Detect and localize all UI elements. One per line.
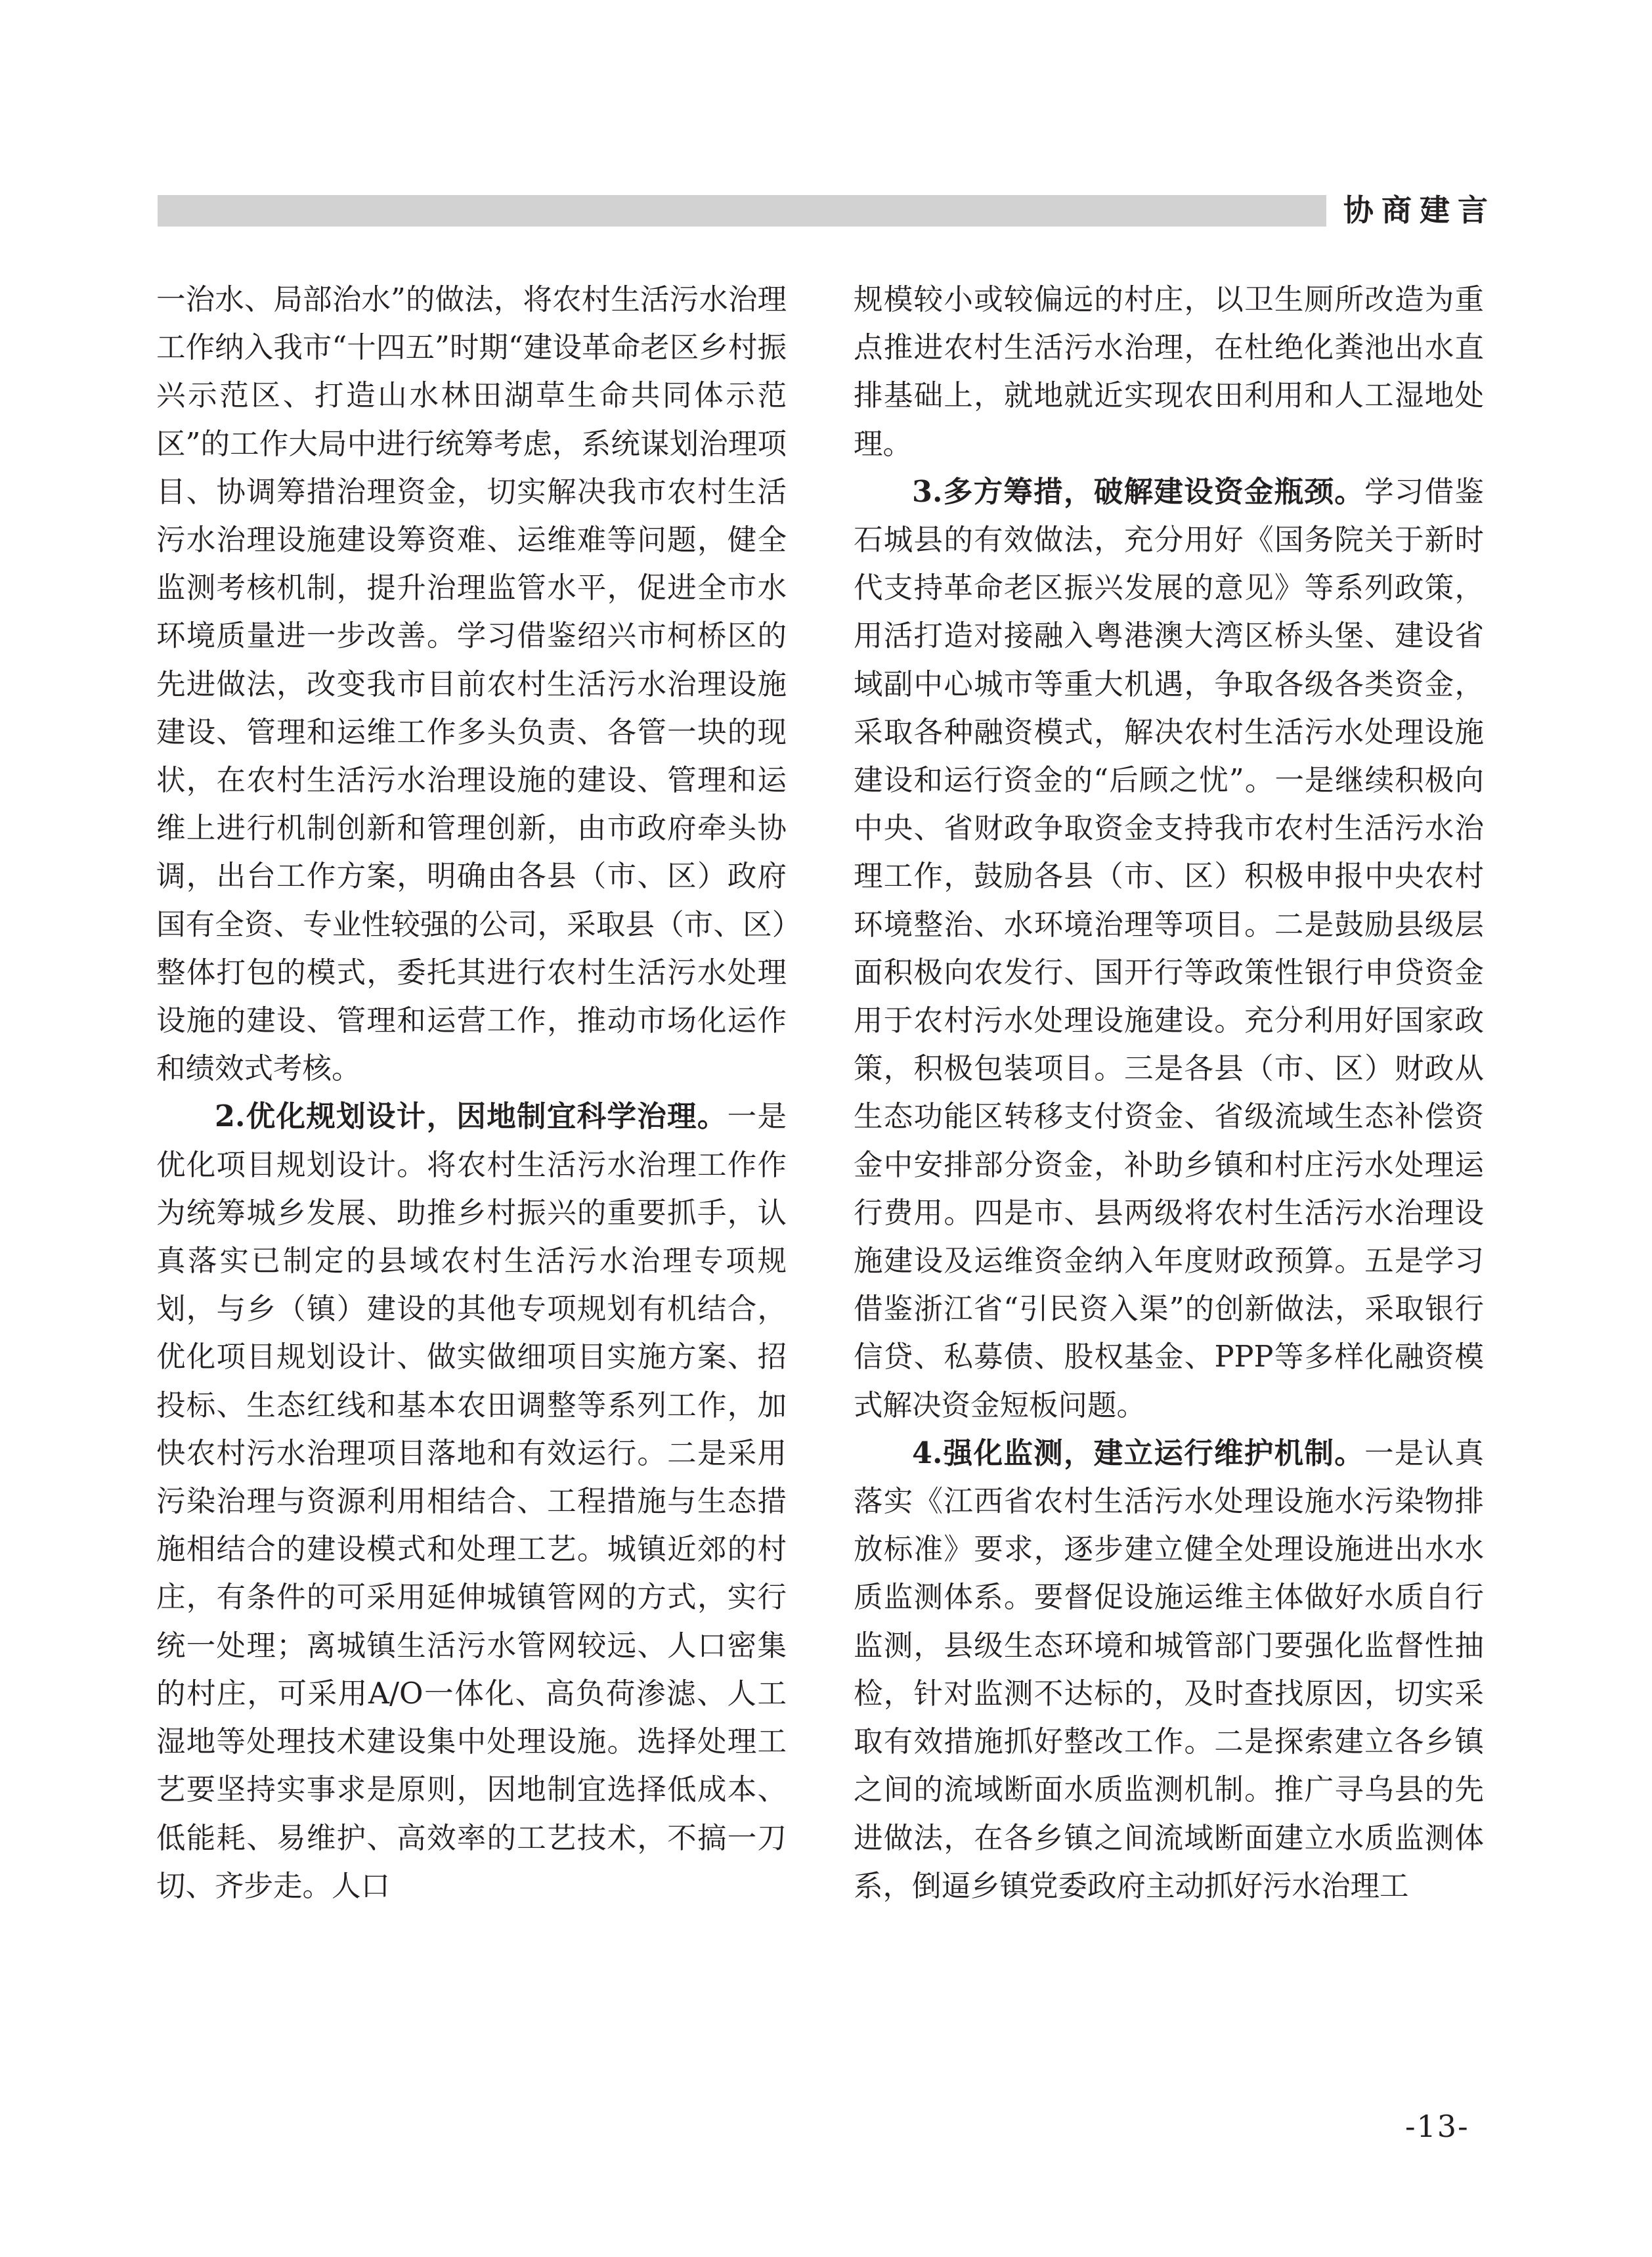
header-rule-bar — [158, 195, 1326, 227]
paragraph-body: 一是认真落实《江西省农村生活污水处理设施水污染物排放标准》要求，逐步建立健全处理设施进出水水质监测体系。要督促设施运维主体做好水质自行监测，县级生态环境和城管部门要强化监督性抽检，针对监测不达标的，及时查找原因，切实采取有效措施抓好整改工作。二是探索建立各乡镇之间的流域断面水质监测机制。推广寻乌县的先进做法，在各乡镇之间流域断面建立水质监测体系，倒逼乡镇党委政府主动抓好污水治理工 — [854, 1436, 1484, 1903]
sub-heading: 4.强化监测，建立运行维护机制。 — [912, 1435, 1365, 1470]
sub-heading: 3.多方筹措，破解建设资金瓶颈。 — [912, 474, 1365, 509]
section-title: 协商建言 — [1343, 192, 1496, 228]
sub-heading: 2.优化规划设计，因地制宜科学治理。 — [215, 1099, 728, 1134]
page-number: -13- — [1405, 2109, 1469, 2144]
paragraph-body: 一是优化项目规划设计。将农村生活污水治理工作作为统筹城乡发展、助推乡村振兴的重要抓手，认真落实已制定的县域农村生活污水治理专项规划，与乡（镇）建设的其他专项规划有机结合，优化项目规划设计、做实做细项目实施方案、招投标、生态红线和基本农田调整等系列工作，加快农村污水治理项目落地和有效运行。二是采用污染治理与资源利用相结合、工程措施与生态措施相结合的建设模式和处理工艺。城镇近郊的村庄，有条件的可采用延伸城镇管网的方式，实行统一处理；离城镇生活污水管网较远、人口密集的村庄，可采用A/O一体化、高负荷渗滤、人工湿地等处理技术建设集中处理设施。选择处理工艺要坚持实事求是原则，因地制宜选择低成本、低能耗、易维护、高效率的工艺技术，不搞一刀切、齐步走。人口 — [156, 1100, 787, 1903]
left-text-column — [156, 276, 787, 1910]
paragraph: 一治水、局部治水”的做法，将农村生活污水治理工作纳入我市“十四五”时期“建设革命老区乡村振兴示范区、打造山水林田湖草生命共同体示范区”的工作大局中进行统筹考虑，系统谋划治理项目、协调筹措治理资金，切实解决我市农村生活污水治理设施建设筹资难、运维难等问题，健全监测考核机制，提升治理监管水平，促进全市水环境质量进一步改善。学习借鉴绍兴市柯桥区的先进做法，改变我市目前农村生活污水治理设施建设、管理和运维工作多头负责、各管一块的现状，在农村生活污水治理设施的建设、管理和运维上进行机制创新和管理创新，由市政府牵头协调，出台工作方案，明确由各县（市、区）政府国有全资、专业性较强的公司，采取县（市、区）整体打包的模式，委托其进行农村生活污水处理设施的建设、管理和运营工作，推动市场化运作和绩效式考核。 — [156, 283, 787, 1086]
paragraph — [156, 1093, 787, 1910]
paragraph — [854, 468, 1484, 1430]
paragraph — [854, 1430, 1484, 1910]
paragraph-body: 学习借鉴石城县的有效做法，充分用好《国务院关于新时代支持革命老区振兴发展的意见》等系列政策，用活打造对接融入粤港澳大湾区桥头堡、建设省域副中心城市等重大机遇，争取各级各类资金，采取各种融资模式，解决农村生活污水处理设施建设和运行资金的“后顾之忧”。一是继续积极向中央、省财政争取资金支持我市农村生活污水治理工作，鼓励各县（市、区）积极申报中央农村环境整治、水环境治理等项目。二是鼓励县级层面积极向农发行、国开行等政策性银行申贷资金用于农村污水处理设施建设。充分利用好国家政策，积极包装项目。三是各县（市、区）财政从生态功能区转移支付资金、省级流域生态补偿资金中安排部分资金，补助乡镇和村庄污水处理运行费用。四是市、县两级将农村生活污水治理设施建设及运维资金纳入年度财政预算。五是学习借鉴浙江省“引民资入渠”的创新做法，采取银行信贷、私募债、股权基金、PPP等多样化融资模式解决资金短板问题。 — [854, 475, 1484, 1422]
right-text-column — [854, 276, 1484, 1910]
paragraph: 规模较小或较偏远的村庄，以卫生厕所改造为重点推进农村生活污水治理，在杜绝化粪池出水直排基础上，就地就近实现农田利用和人工湿地处理。 — [854, 283, 1484, 461]
